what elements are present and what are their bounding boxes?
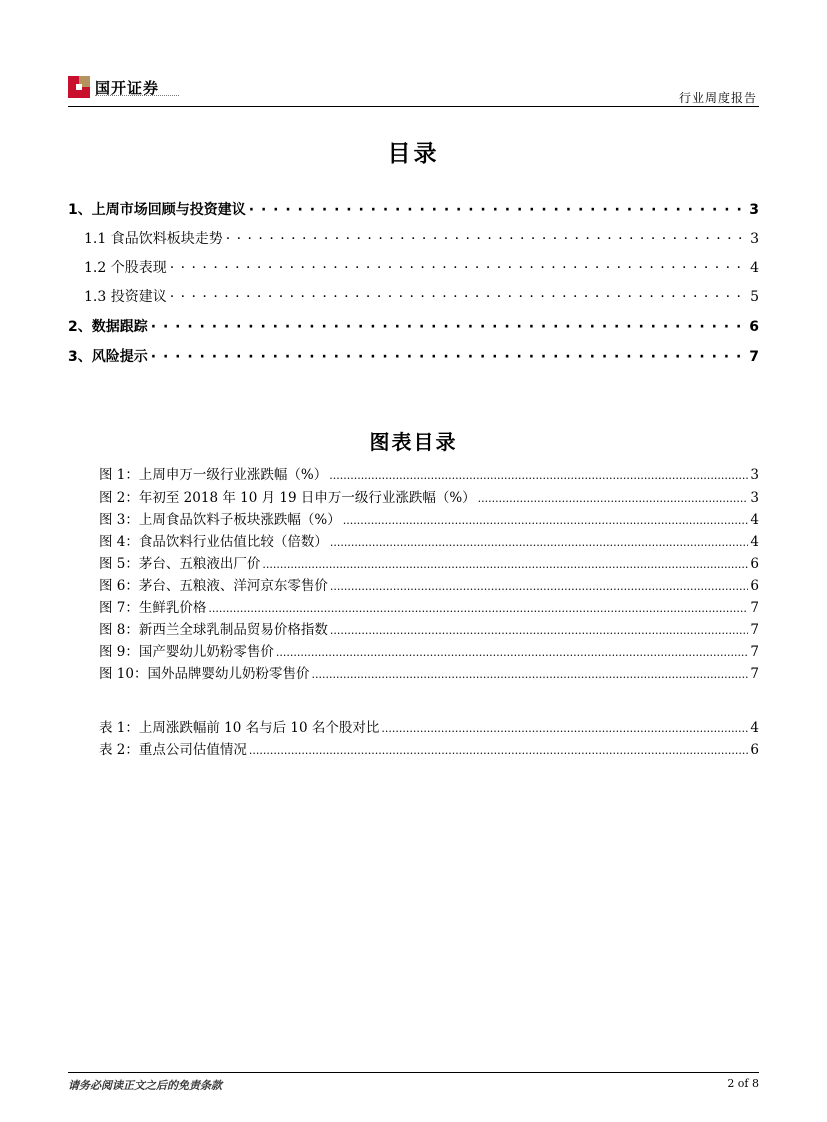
leader-dots	[343, 512, 749, 528]
toc-entry-label: 3、风险提示	[68, 349, 148, 365]
leader-dots	[249, 202, 747, 218]
figure-entry-label: 图 1：上周申万一级行业涨跌幅（%）	[99, 467, 328, 483]
figure-entry-label: 图 10：国外品牌婴幼儿奶粉零售价	[99, 666, 310, 682]
figure-entry-label: 图 9：国产婴幼儿奶粉零售价	[99, 644, 274, 660]
leader-dots	[262, 556, 748, 572]
leader-dots	[276, 644, 749, 660]
figure-entry-label: 图 5：茅台、五粮液出厂价	[99, 556, 261, 572]
figure-entry-page: 3	[750, 490, 759, 506]
toc-entry-label: 1、上周市场回顾与投资建议	[68, 202, 246, 218]
toc-entry-label: 1.1 食品饮料板块走势	[84, 231, 223, 247]
leader-dots	[249, 742, 749, 758]
toc-entry[interactable]	[68, 257, 759, 277]
table-entry[interactable]	[99, 716, 759, 736]
figure-entry-label: 图 4：食品饮料行业估值比较（倍数）	[99, 534, 328, 550]
toc-entry-page: 3	[749, 202, 759, 218]
leader-dots	[330, 578, 749, 594]
figure-entry[interactable]	[99, 463, 759, 483]
figure-entry[interactable]	[99, 486, 759, 506]
toc-entry[interactable]	[68, 316, 759, 336]
toc-entry-label: 1.2 个股表现	[84, 260, 167, 276]
leader-dots	[151, 319, 747, 335]
figure-entry[interactable]	[99, 574, 759, 594]
figure-entry-label: 图 8：新西兰全球乳制品贸易价格指数	[99, 622, 328, 638]
toc-entry[interactable]	[68, 228, 759, 248]
disclaimer: 请务必阅读正文之后的免责条款	[68, 1079, 222, 1092]
footer-divider	[68, 1072, 759, 1073]
leader-dots	[330, 622, 749, 638]
figure-entry[interactable]	[99, 640, 759, 660]
figure-entry[interactable]	[99, 530, 759, 550]
leader-dots	[330, 534, 749, 550]
toc-entry[interactable]	[68, 346, 759, 366]
company-name: 国开证券	[95, 79, 160, 97]
page-header	[68, 76, 759, 106]
leader-dots	[170, 289, 747, 305]
page-number: 2 of 8	[727, 1077, 759, 1090]
figure-list-title: 图表目录	[369, 430, 458, 454]
figure-entry[interactable]	[99, 552, 759, 572]
figure-entry-page: 7	[750, 600, 759, 616]
figure-entry[interactable]	[99, 508, 759, 528]
company-subtitle-line	[95, 95, 179, 98]
leader-dots	[226, 231, 747, 247]
figure-entry-page: 6	[750, 578, 759, 594]
toc-entry-label: 2、数据跟踪	[68, 319, 148, 335]
leader-dots	[208, 600, 748, 616]
toc-entry-page: 7	[749, 349, 759, 365]
report-type: 行业周度报告	[678, 91, 757, 105]
toc-entry-page: 3	[750, 231, 759, 247]
figure-entry-label: 图 6：茅台、五粮液、洋河京东零售价	[99, 578, 328, 594]
table-entry-label: 表 1：上周涨跌幅前 10 名与后 10 名个股对比	[99, 720, 380, 736]
leader-dots	[381, 720, 748, 736]
figure-entry-page: 6	[750, 556, 759, 572]
figure-entry-label: 图 3：上周食品饮料子板块涨跌幅（%）	[99, 512, 341, 528]
toc-entry-page: 6	[749, 319, 759, 335]
leader-dots	[329, 467, 748, 483]
figure-entry-page: 4	[750, 512, 759, 528]
leader-dots	[170, 260, 747, 276]
leader-dots	[151, 349, 747, 365]
company-logo-icon	[68, 76, 90, 98]
figure-entry[interactable]	[99, 596, 759, 616]
figure-entry-page: 4	[750, 534, 759, 550]
leader-dots	[478, 490, 749, 506]
toc-entry-page: 4	[750, 260, 759, 276]
table-entry-page: 6	[750, 742, 759, 758]
toc-entry-page: 5	[750, 289, 759, 305]
toc-title: 目录	[387, 140, 440, 167]
figure-entry-page: 7	[750, 622, 759, 638]
toc-entry-label: 1.3 投资建议	[84, 289, 167, 305]
leader-dots	[311, 666, 748, 682]
figure-entry-page: 7	[750, 644, 759, 660]
figure-entry-label: 图 2：年初至 2018 年 10 月 19 日申万一级行业涨跌幅（%）	[99, 490, 476, 506]
figure-entry[interactable]	[99, 662, 759, 682]
figure-entry-page: 7	[750, 666, 759, 682]
table-entry-page: 4	[750, 720, 759, 736]
toc-entry[interactable]	[68, 199, 759, 219]
toc-entry[interactable]	[68, 286, 759, 306]
figure-entry-page: 3	[750, 467, 759, 483]
figure-entry[interactable]	[99, 618, 759, 638]
table-entry-label: 表 2：重点公司估值情况	[99, 742, 247, 758]
figure-entry-label: 图 7：生鲜乳价格	[99, 600, 207, 616]
header-divider	[68, 106, 759, 107]
table-entry[interactable]	[99, 738, 759, 758]
